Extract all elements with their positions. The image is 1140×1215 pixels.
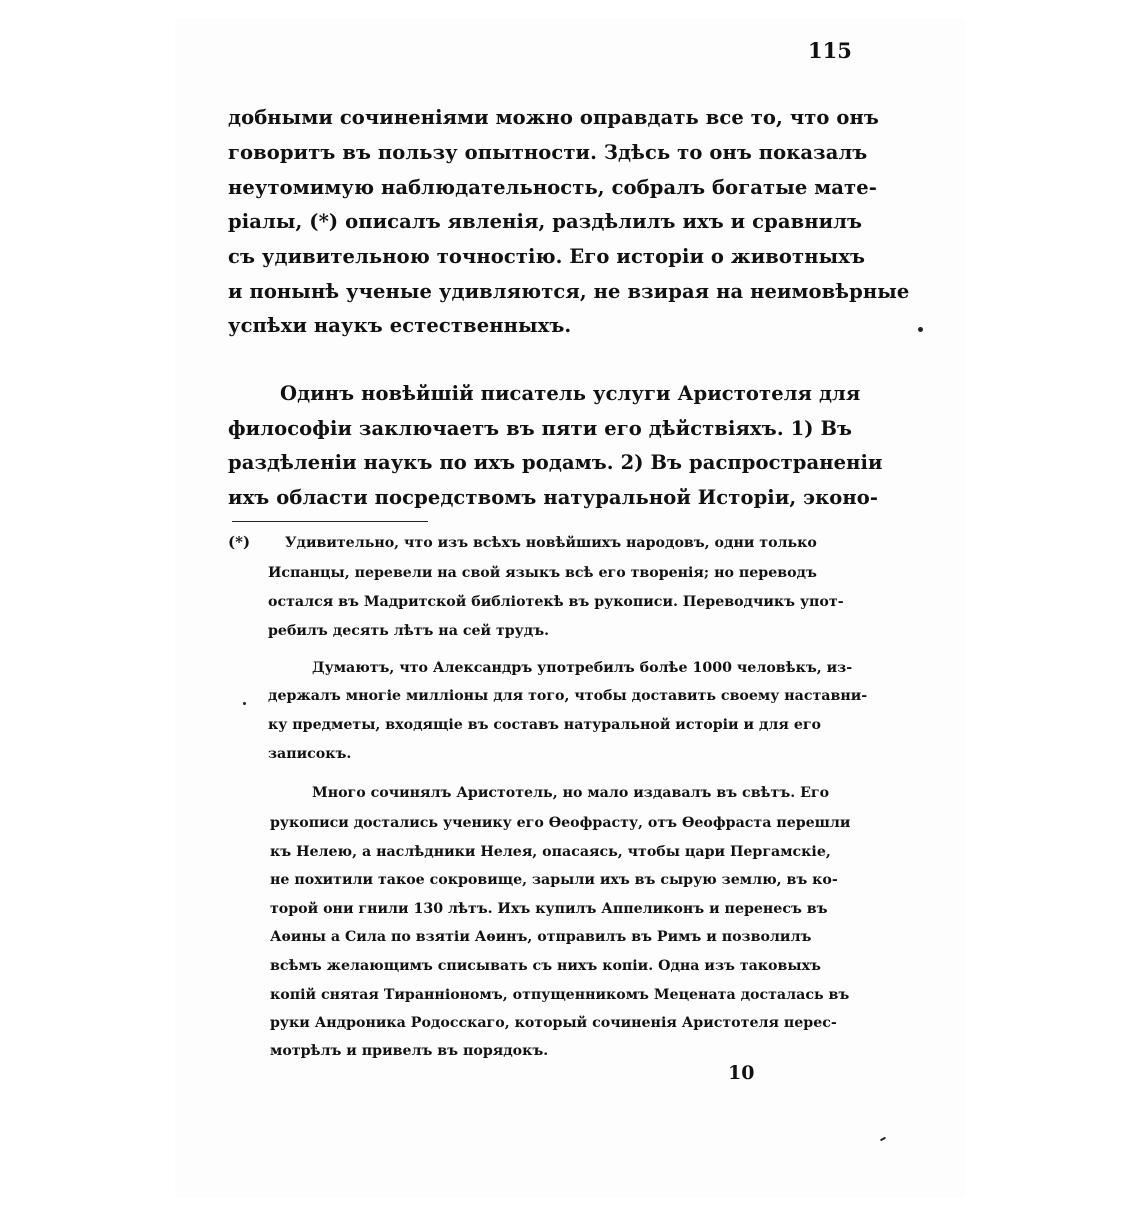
footnote-line: руки Андроника Родосскаго, который сочиненія Аристотеля перес- xyxy=(270,1015,837,1031)
scan-speck xyxy=(243,702,246,705)
main-text-line: ріалы, (*) описалъ явленія, раздѣлилъ ихъ и сравнилъ xyxy=(228,210,863,233)
main-text-line: ихъ области посредствомъ натуральной Исторіи, эконо- xyxy=(228,486,879,509)
main-text-line: добными сочиненіями можно оправдать все то, что онъ xyxy=(228,106,879,129)
footnote-line: Удивительно, что изъ всѣхъ новѣйшихъ народовъ, одни только xyxy=(285,535,817,551)
footnote-line: Думаютъ, что Александръ употребилъ болѣе 1000 человѣкъ, из- xyxy=(312,660,853,676)
footnote-line: не похитили такое сокровище, зарыли ихъ въ сырую землю, въ ко- xyxy=(270,872,838,888)
main-text-line: и понынѣ ученые удивляются, не взирая на неимовѣрные xyxy=(228,280,910,303)
footnote-line: записокъ. xyxy=(268,746,352,762)
footnote-line: къ Нелею, а наслѣдники Нелея, опасаясь, чтобы цари Пергамскіе, xyxy=(270,844,831,860)
main-text-line: раздѣленіи наукъ по ихъ родамъ. 2) Въ распространеніи xyxy=(228,451,883,474)
footnote-line: рукописи достались ученику его Ѳеофрасту, отъ Ѳеофраста перешли xyxy=(270,815,851,831)
footnote-line: остался въ Мадритской библіотекѣ въ рукописи. Переводчикъ упот- xyxy=(268,594,844,610)
footnote-rule xyxy=(232,521,428,522)
footnote-line: всѣмъ желающимъ списывать съ нихъ копіи. Одна изъ таковыхъ xyxy=(270,958,821,974)
footnote-line: Аѳины а Сила по взятіи Аѳинъ, отправилъ въ Римъ и позволилъ xyxy=(270,929,812,945)
scan-speck xyxy=(918,327,923,332)
footnote-line: Испанцы, перевели на свой языкъ всѣ его творенія; но переводъ xyxy=(268,565,817,581)
page-number: 115 xyxy=(808,38,852,63)
footnote-line: копій снятая Тираннiономъ, отпущенникомъ Мецената досталась въ xyxy=(270,987,850,1003)
footnote-line: мотрѣлъ и привелъ въ порядокъ. xyxy=(270,1043,549,1059)
footnote-line: Много сочинялъ Аристотель, но мало издавалъ въ свѣтъ. Его xyxy=(312,785,830,801)
footnote-line: торой они гнили 130 лѣтъ. Ихъ купилъ Аппеликонъ и перенесъ въ xyxy=(270,901,828,917)
signature-mark: 10 xyxy=(728,1062,755,1084)
footnote-line: ку предметы, входящіе въ составъ натуральной исторіи и для его xyxy=(268,717,822,733)
main-text-line: Одинъ новѣйшій писатель услуги Аристотеля для xyxy=(280,382,861,405)
main-text-line: неутомимую наблюдательность, собралъ богатые мате- xyxy=(228,176,877,199)
main-text-line: говоритъ въ пользу опытности. Здѣсь то онъ показалъ xyxy=(228,141,868,164)
main-text-line: съ удивительною точностію. Его исторіи о животныхъ xyxy=(228,245,866,268)
footnote-line: ребилъ десять лѣтъ на сей трудъ. xyxy=(268,623,550,639)
main-text-line: успѣхи наукъ естественныхъ. xyxy=(228,314,572,337)
footnote-line: держалъ многіе милліоны для того, чтобы доставить своему наставни- xyxy=(268,688,868,704)
footnote-marker: (*) xyxy=(228,533,251,551)
main-text-line: философіи заключаетъ въ пяти его дѣйствіяхъ. 1) Въ xyxy=(228,417,853,440)
